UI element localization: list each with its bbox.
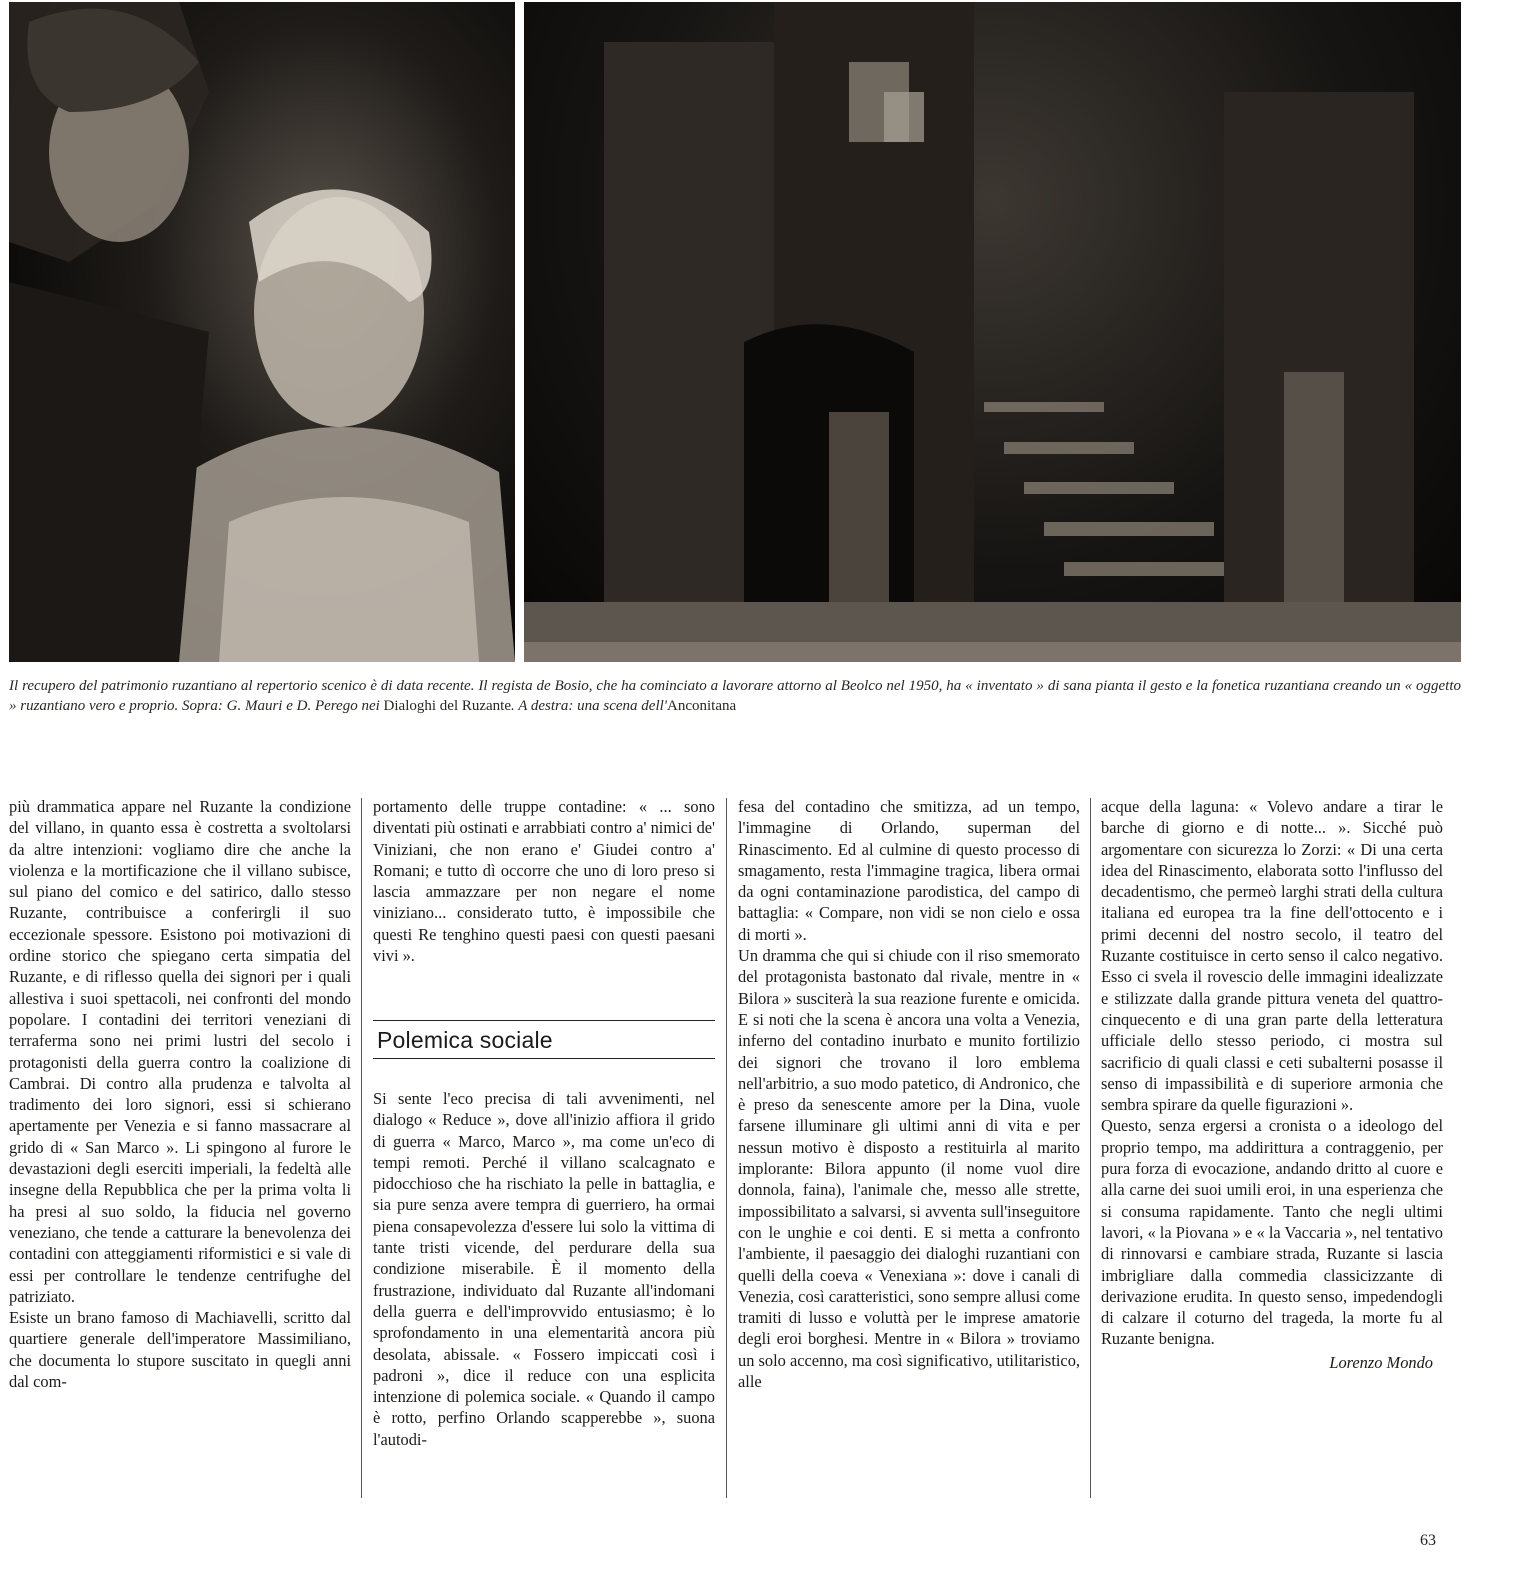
- photo-left-shapes: [9, 2, 515, 662]
- caption-title-dialoghi: Dialoghi del Ruzante: [383, 698, 512, 714]
- photo-caption: [9, 676, 1461, 716]
- paragraph: più drammatica appare nel Ruzante la condizione del villano, in quanto essa è costretta a svoltolarsi da altre intenzioni: vogliamo dire che anche la violenza e la mortificazione che il villano subisce, sul piano del comico e del satirico, dallo stesso Ruzante, contribuisce a conferirgli il suo eccezionale spessore. Esistono poi motivazioni di ordine storico che spiegano certa simpatia del Ruzante, e di riflesso quella dei signori per i quali allestiva i suoi spettacoli, nei confronti del mondo popolare. I contadini dei territori veneziani di terraferma sono nei primi lustri del secolo i protagonisti della guerra contro la coalizione di Cambrai. Di contro alla prudenza e talvolta al tradimento dei loro signori, essi si schierano apertamente per Venezia e si fanno massacrare al grido di « San Marco ». Li spingono al furore le devastazioni degli eserciti imperiali, la fedeltà alle insegne della Repubblica che per la prima volta li ha presi al suo soldo, la fiducia nel governo veneziano, che tende a catturare la benevolenza dei contadini con atteggiamenti riformistici e si vale di essi per controllare le tendenze centrifughe del patriziato.: [9, 797, 351, 1306]
- section-heading: Polemica sociale: [377, 1027, 553, 1053]
- column-divider: [1090, 798, 1091, 1498]
- text-column-3: [738, 796, 1080, 1392]
- photo-mauri-perego: [9, 2, 515, 662]
- page-number: 63: [1420, 1532, 1436, 1549]
- paragraph: portamento delle truppe contadine: « ... sono diventati più ostinati e arrabbiati contro a' nimici de' Viniziani, che non erano e' Giudei contro a' Romani; e tutto dì occorre che uno di loro preso si lascia ammazzare per non negare el nome viniziano... considerato tutto, è impossibile che questi Re tenghino questi paesi con questi paesani vivi ».: [373, 797, 715, 966]
- paragraph: acque della laguna: « Volevo andare a tirar le barche di giorno e di notte... ». Sicché può argomentare con sicurezza lo Zorzi: « Di una certa idea del Rinascimento, elaborata sotto l'influsso del decadentismo, che permeò larghi strati della cultura italiana ed europea tra la fine dell'ottocento e i primi decenni del nostro secolo, il teatro del Ruzante costituisce in certo senso il calco negativo. Esso ci svela il rovescio delle immagini idealizzate e stilizzate dalla grande pittura veneta del quattro-cinquecento e di una gran parte della letteratura ufficiale dello stesso periodo, ci mostra sul sacrificio di quali classi e ceti subalterni posasse il senso di impassibilità e di superiore armonia che sembra spirare da quelle figurazioni ».: [1101, 797, 1443, 1115]
- paragraph: Questo, senza ergersi a cronista o a ideologo del proprio tempo, ma addirittura a contraggenio, per pura forza di evocazione, andando dritto al cuore e alla carne dei suoi umili eroi, in una esperienza che si consuma rapidamente. Tanto che negli ultimi lavori, « la Piovana » e « la Vaccaria », nel tentativo di rinnovarsi e cambiare strada, Ruzante si lascia imbrigliare dalla commedia classicizzante di derivazione erudita. In questo senso, impedendogli di calzare il coturno del trageda, la morte fu al Ruzante benigna.: [1101, 1116, 1443, 1349]
- text-column-1: [9, 796, 351, 1392]
- paragraph: fesa del contadino che smitizza, ad un tempo, l'immagine di Orlando, superman del Rinascimento. Ed al culmine di questo processo di smagamento, resta l'immagine tragica, libera ormai da ogni contaminazione parodistica, del campo di battaglia: « Compare, non vidi se non cielo e ossa di morti ».: [738, 797, 1080, 944]
- heading-rule-bottom: [373, 1058, 715, 1059]
- photo-anconitana-scene: [524, 2, 1461, 662]
- text-column-4: [1101, 796, 1443, 1373]
- column-divider: [361, 798, 362, 1498]
- photo-right-shapes: [524, 2, 1461, 662]
- section-heading-block: [373, 1020, 715, 1059]
- text-column-2-top: [373, 796, 715, 966]
- caption-title-anconitana: Anconitana: [667, 698, 737, 714]
- text-column-2-bottom: [373, 1088, 715, 1450]
- paragraph: Si sente l'eco precisa di tali avvenimenti, nel dialogo « Reduce », dove all'inizio affiora il grido di guerra « Marco, Marco », ma come un'eco di tempi remoti. Perché il villano scalcagnato e pidocchioso che ha rischiato la pelle in battaglia, e sia pure senza avere tempra di guerriero, ha ormai piena consapevolezza d'essere lui solo la vittima di tante tristi vicende, del perdurare della sua condizione miserabile. È il momento della frustrazione, individuato dal Ruzante all'indomani della guerra e dell'improvvido entusiasmo; è lo sprofondamento in una elementarità ancora più desolata, abissale. « Fossero impiccati così i padroni », dice il reduce con una esplicita intenzione di polemica sociale. « Quando il campo è rotto, perfino Orlando scapperebbe », suona l'autodi-: [373, 1089, 715, 1449]
- paragraph: Un dramma che qui si chiude con il riso smemorato del protagonista bastonato dal rivale, mentre in « Bilora » susciterà la sua reazione furente e omicida. E si noti che la scena è ancora una volta a Venezia, inferno del contadino inurbato e munito fortilizio dei signori che trovano il loro emblema nell'arbitrio, a suo modo patetico, di Andronico, che è preso da senescente amore per la Dina, vuole farsene illuminare gli ultimi anni di vita e per nessun motivo è disposto a restituirla al marito implorante: Bilora appunto (il nome vuol dire donnola, faina), l'animale che, messo alle strette, impossibilitato a salvarsi, si avventa sull'inseguitore con le unghie e coi denti. E si metta a confronto l'ambiente, il paesaggio dei dialoghi ruzantiani con quelli della coeva « Venexiana »: dove i canali di Venezia, così caratteristici, sono sempre allusi come tramiti di lusso e voluttà per le imprese amatorie degli eroi borghesi. Mentre in « Bilora » troviamo un solo accenno, ma così significativo, utilitaristico, alle: [738, 946, 1080, 1392]
- caption-text-1: Il recupero del patrimonio ruzantiano al repertorio scenico è di data recente. Il regista de Bosio, che ha cominciato a lavorare attorno al Beolco nel 1950, ha « inventato » di sana pianta il gesto e la fonetica ruzantiana creando un « oggetto » ruzantiano vero e proprio. Sopra: G. Mauri e D. Perego nei: [9, 678, 1461, 714]
- author-signature: Lorenzo Mondo: [1329, 1352, 1433, 1372]
- paragraph: Esiste un brano famoso di Machiavelli, scritto dal quartiere generale dell'imperatore Massimiliano, che documenta lo stupore suscitato in quegli anni dal com-: [9, 1308, 351, 1392]
- column-divider: [726, 798, 727, 1498]
- caption-text-2: . A destra: una scena dell': [511, 698, 667, 714]
